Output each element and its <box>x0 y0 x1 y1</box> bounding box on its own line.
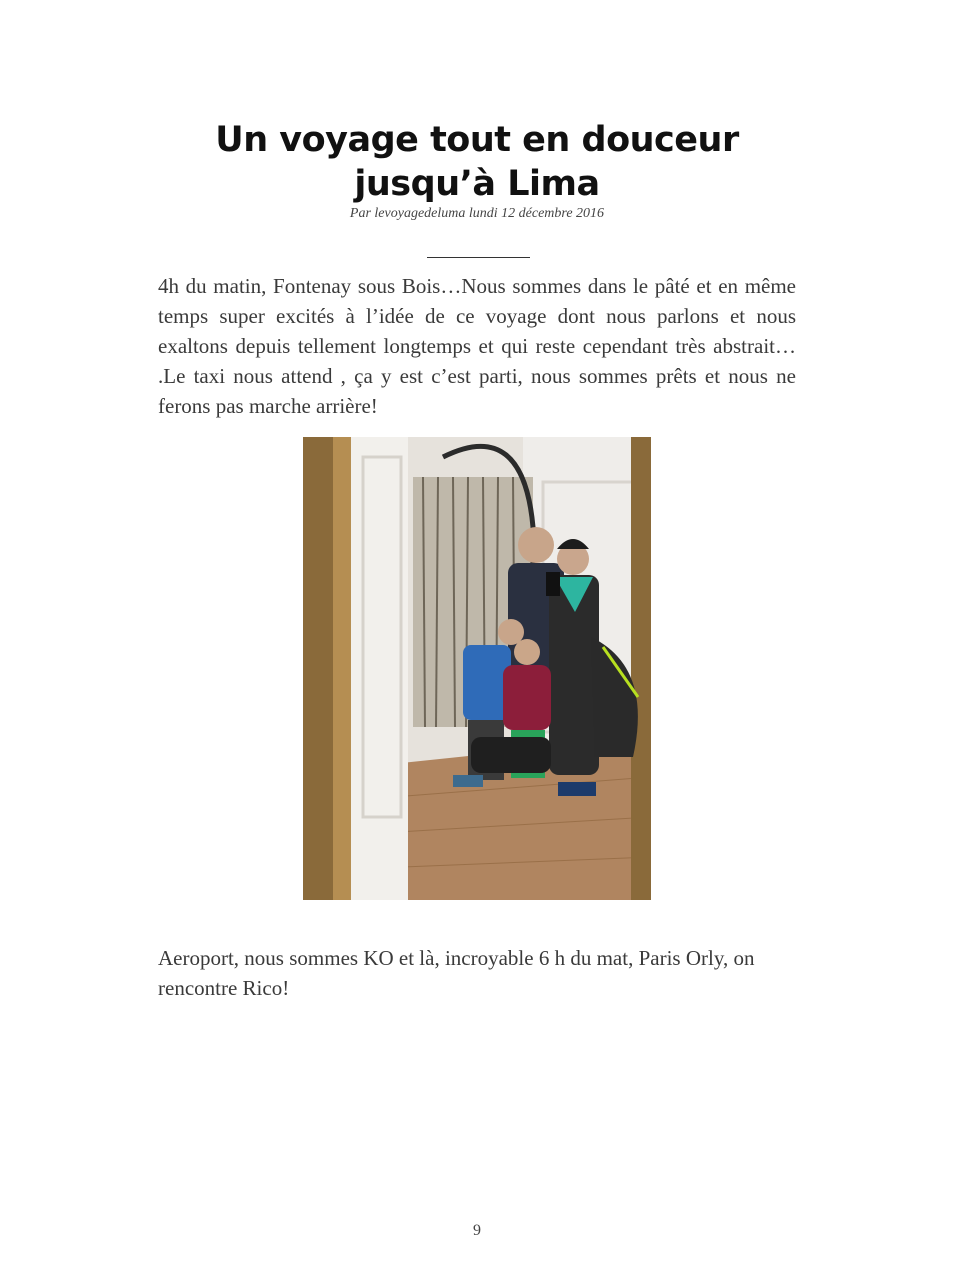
family-photo <box>303 437 651 900</box>
separator-rule <box>427 257 530 258</box>
page-number: 9 <box>473 1222 481 1239</box>
article-byline: Par levoyagedeluma lundi 12 décembre 2016 <box>349 206 605 221</box>
paragraph-intro: 4h du matin, Fontenay sous Bois…Nous sommes dans le pâté et en même temps super excités à l’idée de ce voyage dont nous parlons et nous exaltons depuis tellement longtemps et qui reste cependant très abstrait… .Le taxi nous attend , ça y est c’est parti, nous sommes prêts et nous ne ferons pas marche arrière! <box>158 274 796 418</box>
article-title: Un voyage tout en douceur jusqu’à Lima <box>215 120 739 204</box>
family-photo-illustration <box>303 437 651 900</box>
paragraph-airport: Aeroport, nous sommes KO et là, incroyable 6 h du mat, Paris Orly, on rencontre Rico! <box>158 946 755 1000</box>
